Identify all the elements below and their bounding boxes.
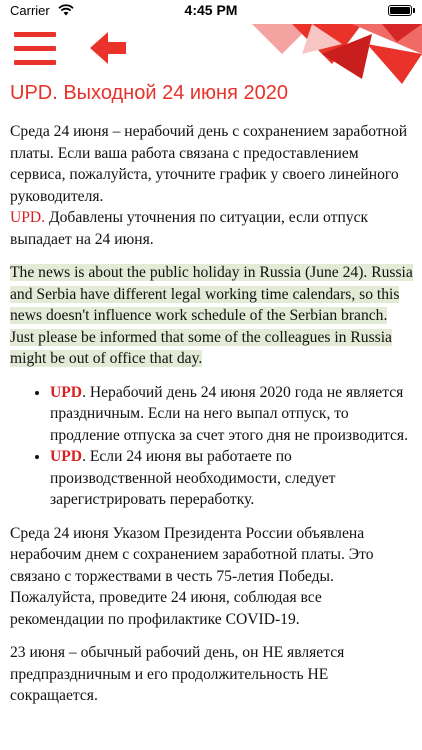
list-item-label: UPD: [50, 448, 83, 465]
page-title: UPD. Выходной 24 июня 2020: [10, 82, 288, 104]
decree-paragraph: Среда 24 июня Указом Президента России объявлена нерабочим днем с сохранением заработной платы. Это связано с торжествами в честь 75-летия Победы. Пожалуйста, проведите 24 июня, соблюдая все рекомендации по профилактике COVID-19.: [10, 524, 374, 628]
hamburger-icon[interactable]: [14, 30, 56, 68]
list-item: [50, 382, 414, 447]
back-arrow-icon[interactable]: [88, 30, 128, 66]
clock: 4:45 PM: [184, 2, 238, 18]
intro-text: Среда 24 июня – нерабочий день с сохранением заработной платы. Если ваша работа связана с предоставлением сервиса, пожалуйста, уточните график у своего линейного руководителя.: [10, 123, 408, 205]
status-bar: [0, 0, 422, 24]
brand-triangles-graphic: [252, 24, 422, 84]
list-item-text: . Если 24 июня вы работаете по производственной необходимости, следует зарегистрировать переработку.: [50, 448, 336, 508]
list-item-label: UPD: [50, 383, 83, 401]
battery-icon: [388, 5, 412, 16]
june23-paragraph: 23 июня – обычный рабочий день, он НЕ является предпраздничным и его продолжительность НЕ сокращается.: [10, 644, 345, 704]
carrier-label: Carrier: [10, 3, 50, 18]
article-body: [10, 121, 414, 719]
upd-label: UPD.: [10, 209, 46, 226]
english-note-text: The news is about the public holiday in Russia (June 24). Russia and Serbia have different legal working time calendars, so this news doesn't influence work schedule of the Serbian branch. Just please be informed that some of the colleagues in Russia might be out of office that day.: [10, 264, 413, 367]
app-header: [0, 24, 422, 74]
list-item-text: . Нерабочий день 24 июня 2020 года не является праздничным. Если на него выпал отпуск, то продление отпуска за счет этого дня не производится.: [50, 383, 408, 444]
intro-paragraph: [10, 121, 414, 250]
update-list: [10, 382, 414, 511]
list-item: [50, 446, 414, 511]
english-note: [10, 262, 414, 370]
upd-text: Добавлены уточнения по ситуации, если отпуск выпадает на 24 июня.: [10, 209, 369, 248]
